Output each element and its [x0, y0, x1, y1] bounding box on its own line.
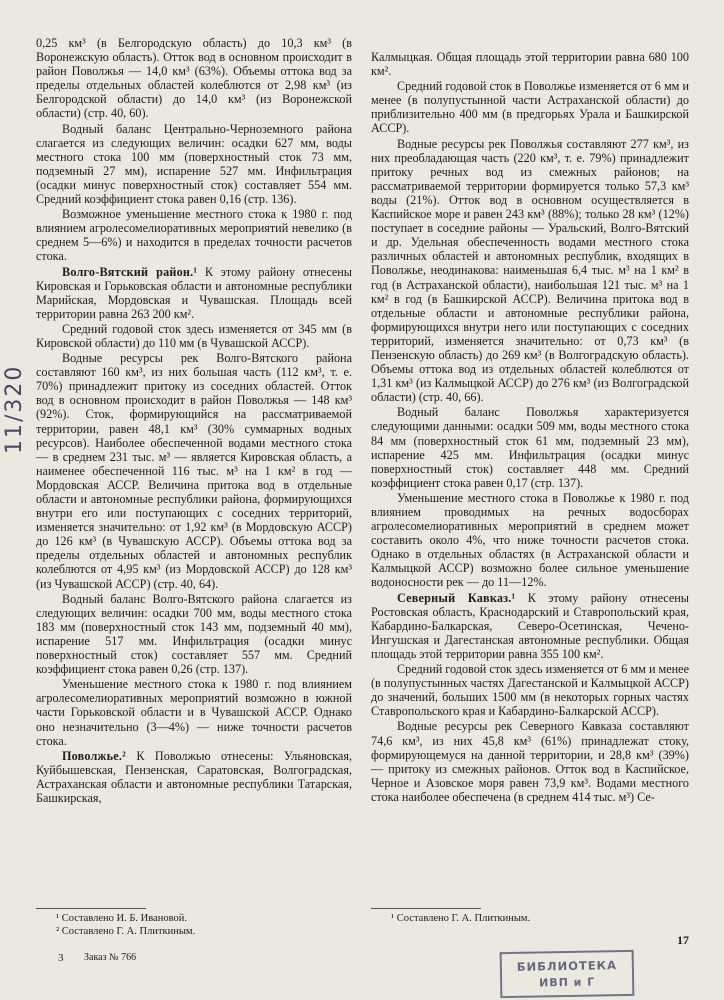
paragraph: Возможное уменьшение местного стока к 1980 г. под влиянием агролесомелиоративных мероприятий невелико (в среднем 5—6%) и находится в пределах точности расчетов стока.	[36, 207, 352, 264]
paragraph: Уменьшение местного стока к 1980 г. под влиянием агролесомелиоративных мероприятий возможно в южной части Горьковской области и в Чувашской АССР. Однако оно незначительно (3—4%) — ниже точности расчетов стока.	[36, 677, 352, 748]
section-text: К этому району отнесены Кировская и Горьковская области и автономные республики Марийская, Мордовская и Чувашская. Площадь всей территории равна 263 200 км².	[36, 264, 352, 321]
section-paragraph	[371, 591, 689, 661]
footnote: ² Составлено Г. А. Плиткиным.	[56, 925, 196, 937]
paragraph: Водные ресурсы рек Поволжья составляют 277 км³, из них преобладающая часть (220 км³, т. е. 79%) принадлежит притоку речных вод из смежных районов; на рассматриваемой территории формируется только 57,3 км³ воды (21%). Отток вод в основном осуществляется в Каспийское море и равен 243 км³ (88%); только 28 км³ (12%) поступает в соседние районы — Уральский, Волго-Вятский и др. Удельная обеспеченность водами местного стока различных областей и автономных республик, входящих в Поволжье, неодинакова: наименьшая 6,4 тыс. м³ на 1 км² в год (в Астраханской области), наибольшая 121 тыс. м³ на 1 км² в год (в Башкирской АССР). Величина притока вод в отдельные области и автономные республики района, формирующихся внутри него или поступающих с соседних территорий, изменяется значительно: от 0,73 км³ (в Пензенскую область) до 269 км³ (в Волгоградскую область). Объемы оттока вод из отдельных областей колеблются от 1,31 км³ (из Калмыцкой АССР) до 276 км³ (из Волгоградской области) (стр. 40, 66).	[371, 136, 689, 405]
paragraph: 0,25 км³ (в Белгородскую область) до 10,3 км³ (в Воронежскую область). Отток вод в основном происходит в район Поволжья — 14,0 км³ (63%). Объемы оттока вод за пределы отдельных областей колеблются от 2,98 км³ (из Белгородской области) до 14,0 км³ (из Воронежской области) (стр. 40, 60).	[36, 36, 352, 121]
paragraph: Водный баланс Центрально-Черноземного района слагается из следующих величин: осадки 627 мм, воды местного стока 100 мм (поверхностный сток 73 мм, подземный 27 мм), испарение 527 мм. Инфильтрация (осадки минус поверхностный сток) составляет 554 мм. Средний коэффициент стока равен 0,16 (стр. 136).	[36, 121, 352, 207]
footnote-rule	[371, 908, 481, 909]
paragraph: Водные ресурсы рек Волго-Вятского района составляют 160 км³, из них большая часть (112 км³, т. е. 70%) принадлежит притоку из соседних областей. Отток вод в основном происходит в район Поволжья — 148 км³ (92%). Сток, формирующийся на рассматриваемой территории, равен 48,1 км³ (30% суммарных водных ресурсов). Наиболее обеспеченной водами местного стока — в среднем 231 тыс. м³ — является Кировская область, а наименее обеспеченной 116 тыс. м³ на 1 км² в год — Мордовская АССР. Величина притока вод в отдельные области и автономные республики района, формирующихся внутри его или поступающих с соседних территорий, изменяется значительно: от 1,92 км³ (в Мордовскую АССР) до 126 км³ (в Чувашскую АССР). Объемы оттока вод за пределы отдельных областей и автономных республик колеблются от 4,95 км³ (из Мордовской АССР) до 128 км³ (из Чувашской АССР) (стр. 40, 64).	[36, 351, 352, 591]
paragraph: Водный баланс Волго-Вятского района слагается из следующих величин: осадки 700 мм, воды местного стока 183 мм (поверхностный сток 143 мм, подземный 40 мм), испарение 517 мм. Инфильтрация (осадки минус поверхностный сток) составляет 557 мм. Средний коэффициент стока равен 0,26 (стр. 137).	[36, 591, 352, 677]
left-column	[36, 36, 352, 805]
page-number: 17	[677, 933, 689, 947]
library-stamp	[500, 950, 635, 998]
paragraph: Водные ресурсы рек Северного Кавказа составляют 74,6 км³, из них 45,8 км³ (61%) принадлежат стоку, формирующемуся на данной территории, и 28,8 км³ (39%) — притоку из смежных районов. Отток вод в Каспийское, Черное и Азовское моря равен 73,9 км³. Водами местного стока наиболее обеспечена (в среднем 414 тыс. м³) Се-	[371, 719, 689, 804]
paragraph: Средний годовой сток здесь изменяется от 6 мм и менее (в полупустынных частях Дагестанской и Калмыцкой АССР) до значений, больших 1500 мм (в некоторых горных частях Ставропольского края и Кабардино-Балкарской АССР).	[371, 662, 689, 719]
signature-number: 3	[58, 952, 64, 964]
section-text: К этому району отнесены Ростовская область, Краснодарский и Ставропольский края, Кабардино-Балкарская, Северо-Осетинская, Чечено-Ингушская и Дагестанская автономные республики. Общая площадь этой территории равна 355 100 км².	[371, 590, 689, 661]
footnote: ¹ Составлено И. Б. Ивановой.	[56, 913, 187, 924]
paragraph: Уменьшение местного стока в Поволжье к 1980 г. под влиянием проводимых на речных водосборах агролесомелиоративных мероприятий в среднем может составить около 4%, что ниже точности расчетов стока. Однако в отдельных областях (в Астраханской области и Калмыцкой АССР) возможно более сильное уменьшение водоносности рек — до 11—12%.	[371, 490, 689, 590]
paragraph: Средний годовой сток здесь изменяется от 345 мм (в Кировской области) до 110 мм (в Чувашской АССР).	[36, 321, 352, 350]
section-paragraph	[36, 265, 352, 321]
print-order-number: Заказ № 766	[84, 952, 137, 963]
handwritten-mark: 11/320	[2, 364, 27, 454]
paragraph: Калмыцкая. Общая площадь этой территории равна 680 100 км².	[371, 50, 689, 79]
section-text: К Поволжью отнесены: Ульяновская, Куйбышевская, Пензенская, Саратовская, Волгоградская, Астраханская области и автономные республики Татарская, Башкирская,	[36, 748, 352, 805]
footnotes-left	[36, 908, 352, 938]
footnote-rule	[36, 908, 146, 909]
section-paragraph	[36, 749, 352, 805]
paragraph: Водный баланс Поволжья характеризуется следующими данными: осадки 509 мм, воды местного стока 84 мм (поверхностный сток 61 мм, подземный 23 мм), испарение 425 мм. Инфильтрация (осадки минус поверхностный сток) составляет 448 мм. Средний коэффициент стока равен 0,17 (стр. 137).	[371, 405, 689, 490]
stamp-line: БИБЛИОТЕКА	[516, 958, 618, 974]
section-heading: Поволжье.²	[62, 748, 126, 763]
right-column	[371, 50, 689, 804]
paragraph: Средний годовой сток в Поволжье изменяется от 6 мм и менее (в полупустынной части Астраханской области) до приблизительно 400 мм (в предгорьях Урала и Башкирской АССР).	[371, 79, 689, 136]
footnote: ¹ Составлено Г. А. Плиткиным.	[391, 913, 531, 924]
section-heading: Северный Кавказ.¹	[397, 590, 516, 605]
stamp-line: ИВП и Г	[538, 975, 596, 990]
section-heading: Волго-Вятский район.¹	[62, 264, 198, 279]
footnotes-right	[371, 908, 689, 926]
